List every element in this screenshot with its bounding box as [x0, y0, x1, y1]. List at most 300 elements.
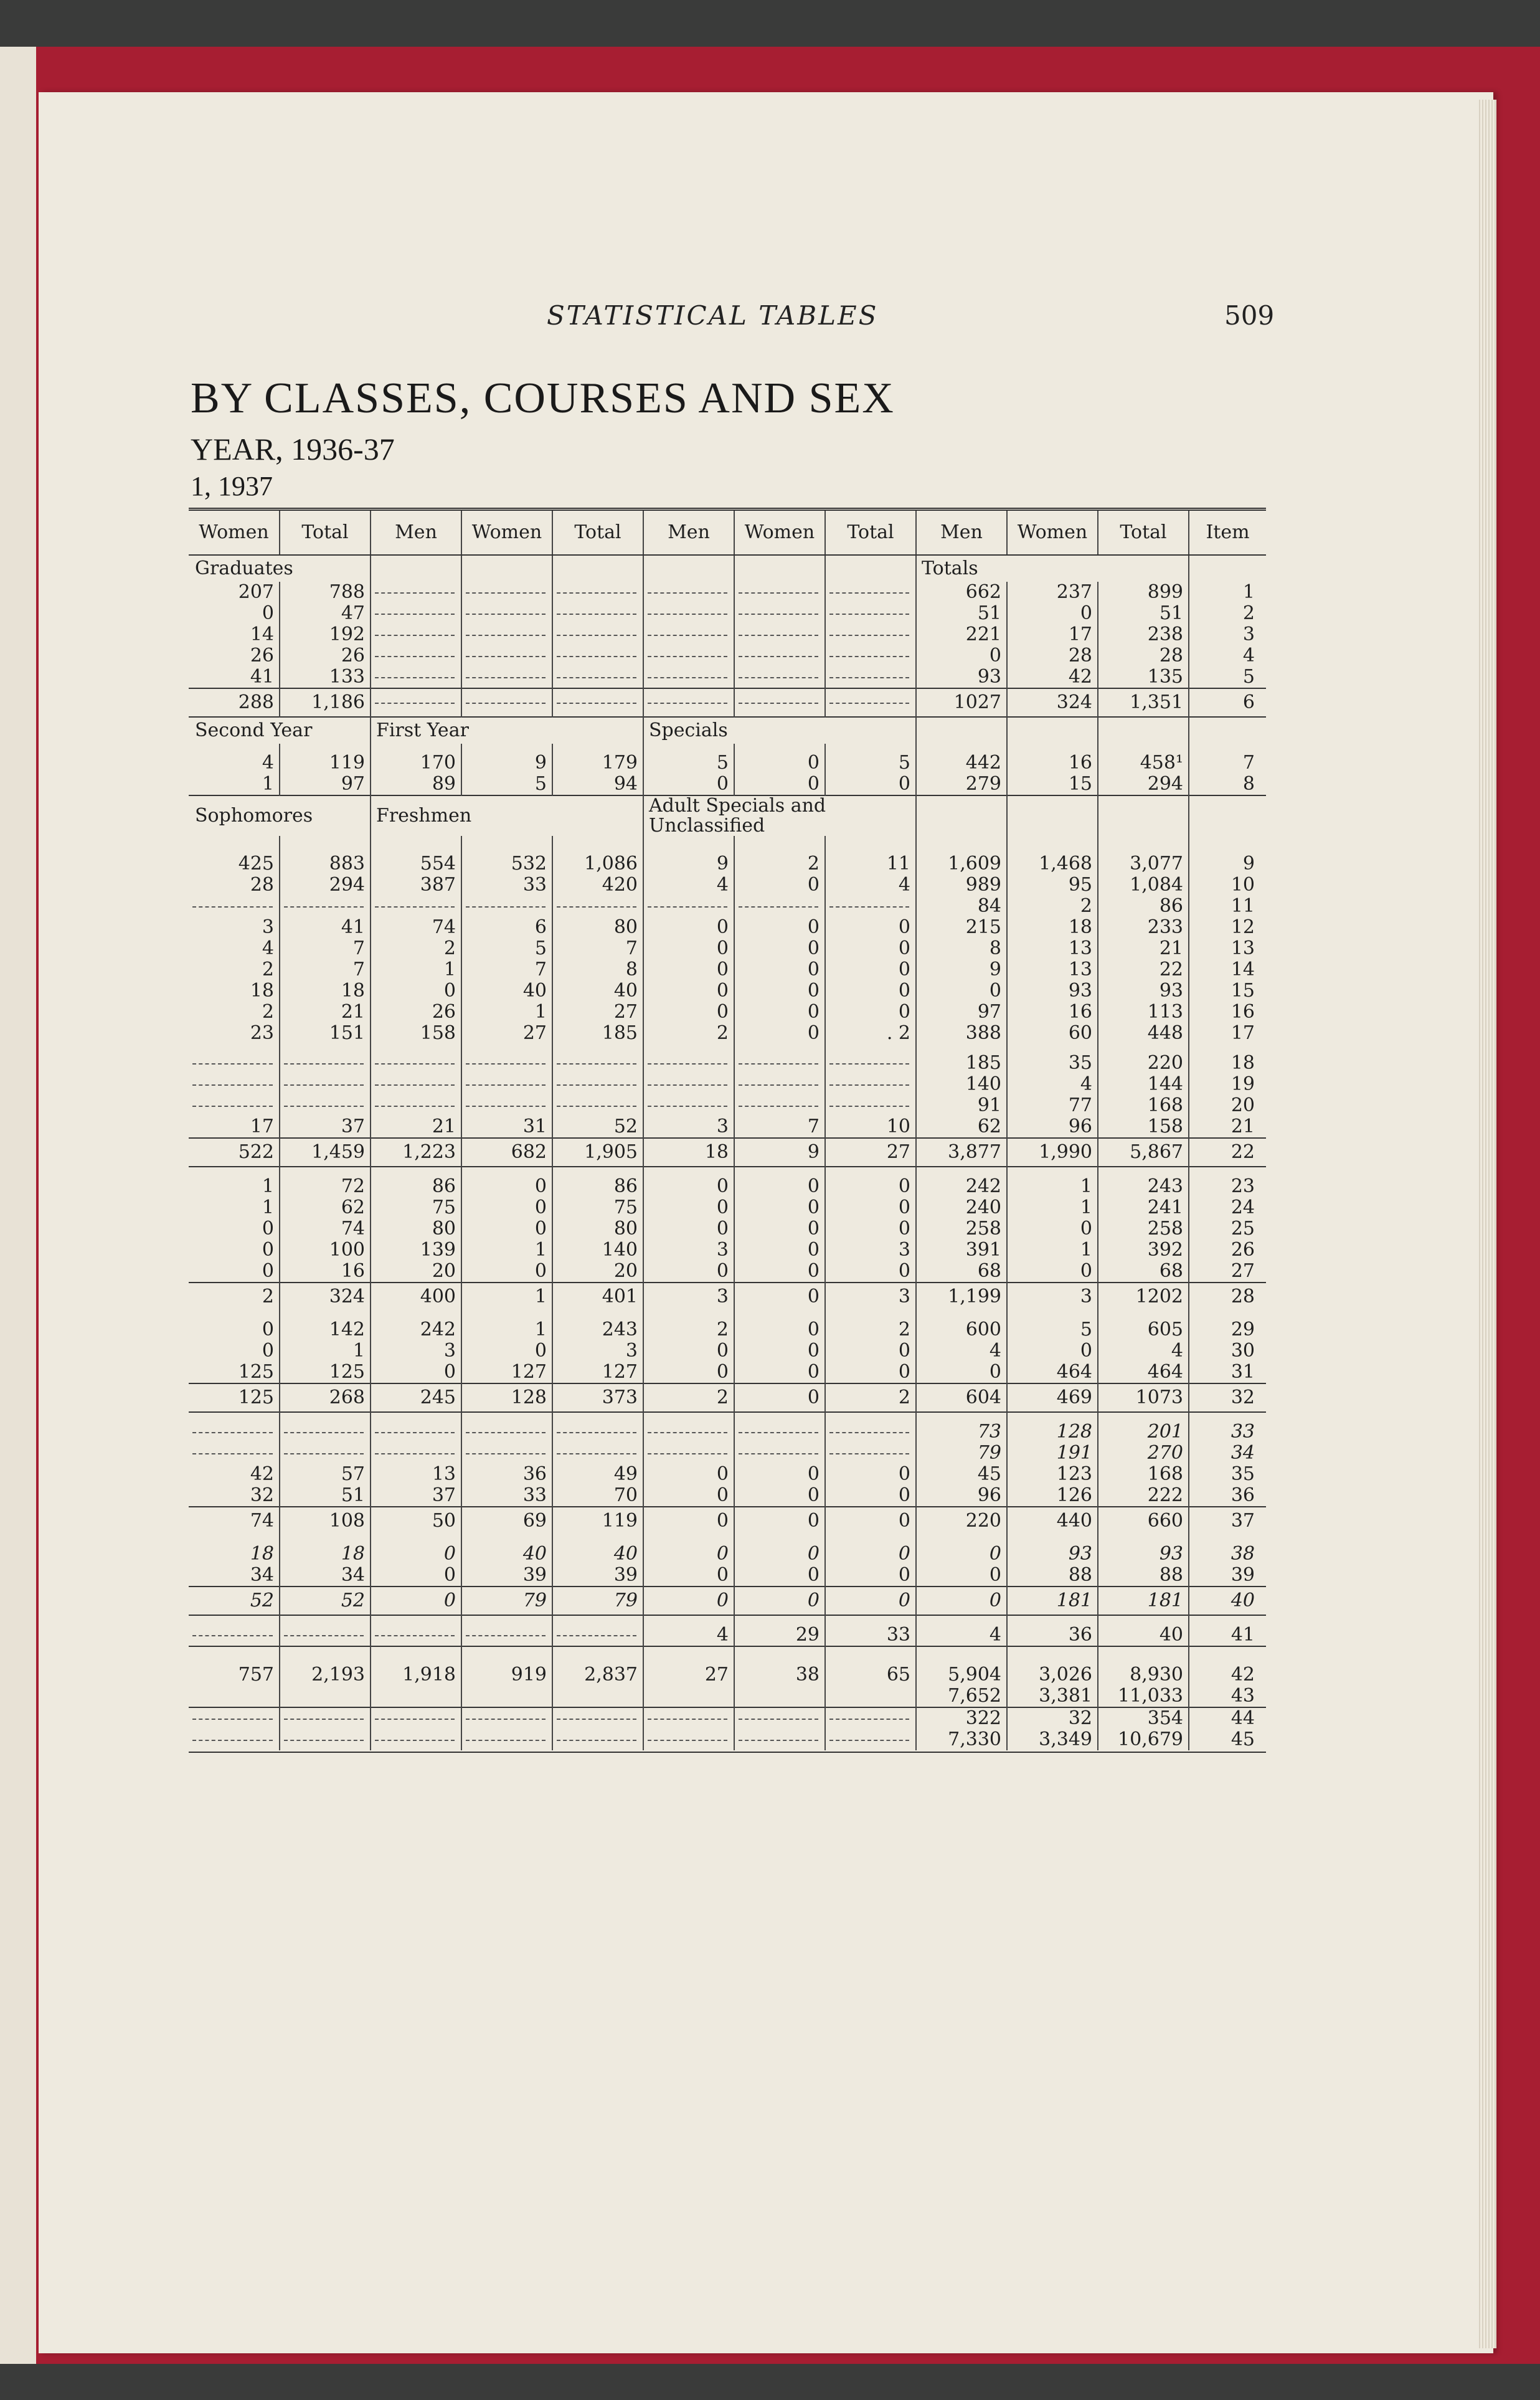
table-cell: 25	[1189, 1218, 1266, 1240]
table-cell: 220	[1098, 1053, 1189, 1074]
table-cell	[371, 1095, 461, 1116]
table-cell: 113	[1098, 1002, 1189, 1023]
table-cell: 2,837	[552, 1664, 643, 1686]
table-cell: 0	[371, 980, 461, 1002]
table-cell: 52	[280, 1587, 371, 1615]
table-cell	[643, 1729, 734, 1750]
table-cell: 0	[262, 1239, 274, 1261]
table-row	[189, 1421, 1266, 1443]
table-cell: 4	[916, 1340, 1007, 1362]
spacer-cell	[280, 1656, 371, 1664]
table-cell: 3	[825, 1240, 916, 1261]
spacer-cell	[916, 845, 1007, 853]
table-cell: 32	[250, 1484, 274, 1506]
table-cell: 125	[189, 1383, 280, 1412]
table-cell: 74	[280, 1218, 371, 1240]
page-stack-edge	[1479, 100, 1496, 2348]
spacer-cell	[189, 1412, 280, 1421]
table-cell	[734, 688, 825, 717]
table-cell: 0	[825, 980, 916, 1002]
table-cell: 96	[916, 1485, 1007, 1507]
table-row	[189, 1362, 1266, 1383]
table-cell: 28	[1007, 645, 1098, 666]
table-cell: 75	[371, 1197, 461, 1218]
table-cell: 0	[643, 774, 734, 795]
table-cell	[552, 1074, 643, 1095]
table-cell: 34	[1189, 1443, 1266, 1464]
table-cell	[643, 1095, 734, 1116]
table-cell: 5,904	[916, 1664, 1007, 1686]
spacer-cell	[1189, 1311, 1266, 1319]
table-cell: 18	[1189, 1053, 1266, 1074]
spacer-cell	[189, 836, 280, 845]
spacer-cell	[189, 845, 280, 853]
table-cell: 989	[916, 875, 1007, 896]
table-cell: 0	[825, 1565, 916, 1587]
spacer-row	[189, 1412, 1266, 1421]
table-cell: 0	[825, 1362, 916, 1383]
table-cell	[734, 582, 825, 603]
table-cell: 241	[1098, 1197, 1189, 1218]
table-cell: 14	[250, 624, 274, 645]
table-cell: 7,330	[916, 1729, 1007, 1750]
facing-page-edge	[0, 47, 36, 2364]
table-cell	[371, 1707, 461, 1729]
adult-specials-line-1: Adult Specials and	[649, 795, 826, 817]
table-cell	[280, 1421, 371, 1443]
table-cell: 27	[1189, 1261, 1266, 1283]
table-cell	[371, 1625, 461, 1646]
table-cell: 45	[1189, 1729, 1266, 1750]
table-cell: 27	[643, 1664, 734, 1686]
spacer-cell	[916, 1615, 1007, 1625]
table-cell: 28	[1098, 645, 1189, 666]
table-cell: 33	[825, 1625, 916, 1646]
spacer-cell	[461, 1412, 552, 1421]
table-cell: 0	[734, 875, 825, 896]
section-label: Sophomores	[189, 795, 371, 836]
table-row	[189, 1729, 1266, 1750]
spacer-cell	[1098, 1167, 1189, 1176]
table-cell: 0	[825, 1197, 916, 1218]
table-cell	[371, 1074, 461, 1095]
table-cell: 13	[1007, 938, 1098, 959]
spacer-cell	[461, 1535, 552, 1544]
table-cell: 73	[916, 1421, 1007, 1443]
table-cell: 0	[734, 959, 825, 980]
table-cell	[825, 688, 916, 717]
table-cell	[552, 1421, 643, 1443]
table-row	[189, 1544, 1266, 1565]
table-cell: 62	[280, 1197, 371, 1218]
table-cell: 2	[643, 1319, 734, 1340]
spacer-cell	[280, 1167, 371, 1176]
section-label: Graduates	[195, 557, 293, 579]
table-cell: 36	[1007, 1625, 1098, 1646]
table-cell: 133	[280, 666, 371, 688]
spacer-cell	[734, 836, 825, 845]
table-cell	[461, 1686, 552, 1707]
table-cell: 0	[734, 1362, 825, 1383]
table-cell: 119	[280, 752, 371, 774]
table-cell: 0	[825, 1544, 916, 1565]
spacer-cell	[1007, 1412, 1098, 1421]
table-cell: 144	[1098, 1074, 1189, 1095]
spacer-cell	[552, 1656, 643, 1664]
table-cell: 80	[552, 917, 643, 938]
spacer-cell	[461, 1615, 552, 1625]
spacer-cell	[643, 1412, 734, 1421]
table-cell	[461, 624, 552, 645]
table-cell: 34	[250, 1564, 274, 1586]
spacer-cell	[280, 1615, 371, 1625]
spacer-cell	[1189, 1167, 1266, 1176]
table-row	[189, 938, 1266, 959]
table-cell: 79	[461, 1587, 552, 1615]
table-cell: 2	[734, 853, 825, 875]
table-cell	[825, 1686, 916, 1707]
table-cell: 0	[643, 1340, 734, 1362]
table-cell: 7	[734, 1116, 825, 1138]
section-label: Freshmen	[371, 795, 643, 836]
table-cell: 4	[1189, 645, 1266, 666]
table-cell	[371, 1053, 461, 1074]
table-cell	[734, 1095, 825, 1116]
table-cell: 788	[280, 582, 371, 603]
table-cell: 1	[262, 773, 274, 795]
table-cell: 3,026	[1007, 1664, 1098, 1686]
table-cell: 1,990	[1007, 1138, 1098, 1167]
table-cell: 15	[1189, 980, 1266, 1002]
table-cell: 93	[1007, 1544, 1098, 1565]
spacer-cell	[825, 836, 916, 845]
table-cell: 40	[1098, 1625, 1189, 1646]
spacer-cell	[916, 744, 1007, 752]
table-cell	[825, 624, 916, 645]
spacer-cell	[643, 1167, 734, 1176]
table-cell	[189, 1625, 280, 1646]
table-cell	[643, 603, 734, 624]
table-cell: 68	[916, 1261, 1007, 1283]
spacer-cell	[916, 836, 1007, 845]
statistics-table	[189, 508, 1266, 1750]
table-cell: 0	[734, 1507, 825, 1535]
table-cell	[643, 624, 734, 645]
table-row	[189, 1261, 1266, 1283]
table-cell: 18	[280, 980, 371, 1002]
empty-cell	[916, 795, 1007, 836]
table-cell: 135	[1098, 666, 1189, 688]
table-cell	[734, 603, 825, 624]
spacer-cell	[371, 744, 461, 752]
spacer-cell	[825, 1535, 916, 1544]
table-cell: 51	[1098, 603, 1189, 624]
table-cell	[552, 688, 643, 717]
spacer-row	[189, 1167, 1266, 1176]
table-row	[189, 1218, 1266, 1240]
spacer-cell	[916, 1412, 1007, 1421]
spacer-cell	[461, 836, 552, 845]
table-cell	[552, 1095, 643, 1116]
table-cell	[825, 645, 916, 666]
table-row	[189, 853, 1266, 875]
table-cell	[552, 624, 643, 645]
table-cell	[461, 1625, 552, 1646]
table-cell: 0	[643, 938, 734, 959]
table-row	[189, 875, 1266, 896]
table-cell	[461, 666, 552, 688]
table-cell	[734, 645, 825, 666]
table-cell: 238	[1098, 624, 1189, 645]
table-cell: 51	[916, 603, 1007, 624]
spacer-cell	[1189, 1044, 1266, 1053]
table-cell: 0	[1007, 1218, 1098, 1240]
table-cell: 1,223	[371, 1138, 461, 1167]
table-cell	[189, 1686, 280, 1707]
empty-cell	[916, 717, 1007, 744]
table-cell: 3	[552, 1340, 643, 1362]
table-cell: 77	[1007, 1095, 1098, 1116]
table-cell	[280, 1707, 371, 1729]
empty-cell	[1098, 717, 1189, 744]
table-cell	[461, 896, 552, 917]
table-cell: 27	[552, 1002, 643, 1023]
spacer-cell	[1189, 836, 1266, 845]
table-row	[189, 1707, 1266, 1729]
table-cell	[189, 1707, 280, 1729]
table-cell: 68	[1098, 1261, 1189, 1283]
table-cell: 94	[552, 774, 643, 795]
table-cell	[734, 666, 825, 688]
table-cell: 181	[1098, 1587, 1189, 1615]
table-cell: 75	[552, 1197, 643, 1218]
empty-cell	[461, 555, 552, 582]
spacer-cell	[825, 1412, 916, 1421]
spacer-cell	[734, 1167, 825, 1176]
table-cell: 221	[916, 624, 1007, 645]
spacer-cell	[280, 1412, 371, 1421]
spacer-cell	[1007, 1044, 1098, 1053]
spacer-cell	[461, 1167, 552, 1176]
table-cell: 39	[1189, 1565, 1266, 1587]
spacer-cell	[916, 1044, 1007, 1053]
table-cell: 10	[825, 1116, 916, 1138]
table-cell: 2	[825, 1319, 916, 1340]
table-cell: 3,349	[1007, 1729, 1098, 1750]
spacer-cell	[189, 1615, 280, 1625]
table-cell: 0	[734, 1587, 825, 1615]
section-label: First Year	[371, 717, 643, 744]
spacer-cell	[552, 1044, 643, 1053]
spacer-cell	[461, 1311, 552, 1319]
section-label: Totals	[916, 555, 1189, 582]
table-cell: 168	[1098, 1095, 1189, 1116]
table-cell	[643, 582, 734, 603]
spacer-cell	[461, 1044, 552, 1053]
table-cell: 270	[1098, 1443, 1189, 1464]
table-cell: 0	[734, 1218, 825, 1240]
table-cell: 0	[825, 1176, 916, 1197]
table-cell: 0	[262, 1319, 274, 1340]
spacer-cell	[1189, 1656, 1266, 1664]
table-cell	[552, 1443, 643, 1464]
table-row	[189, 1464, 1266, 1485]
table-cell: 7	[1189, 752, 1266, 774]
table-cell	[189, 1053, 280, 1074]
table-row	[189, 959, 1266, 980]
spacer-row	[189, 836, 1266, 845]
table-cell: 0	[734, 1464, 825, 1485]
table-cell	[552, 1625, 643, 1646]
table-row	[189, 688, 1266, 717]
table-cell: 26	[280, 645, 371, 666]
table-row	[189, 1565, 1266, 1587]
spacer-cell	[734, 1646, 825, 1656]
table-cell: 14	[1189, 959, 1266, 980]
spacer-cell	[734, 1412, 825, 1421]
spacer-cell	[1098, 845, 1189, 853]
table-cell: 93	[1098, 1544, 1189, 1565]
table-cell: 86	[552, 1176, 643, 1197]
spacer-cell	[825, 1044, 916, 1053]
spacer-cell	[552, 744, 643, 752]
spacer-cell	[189, 1167, 280, 1176]
table-cell: 95	[1007, 875, 1098, 896]
table-cell: 37	[1189, 1507, 1266, 1535]
table-cell	[371, 1686, 461, 1707]
empty-cell	[552, 555, 643, 582]
table-cell: 2	[1007, 896, 1098, 917]
table-cell	[371, 1443, 461, 1464]
spacer-cell	[1098, 1656, 1189, 1664]
table-cell: 97	[280, 774, 371, 795]
spacer-cell	[1007, 1311, 1098, 1319]
table-cell: 0	[916, 645, 1007, 666]
table-cell: 3	[825, 1283, 916, 1311]
spacer-cell	[1007, 1646, 1098, 1656]
table-cell	[643, 1443, 734, 1464]
spacer-cell	[825, 744, 916, 752]
table-cell: 41	[1189, 1625, 1266, 1646]
table-cell	[371, 1421, 461, 1443]
table-cell: 100	[280, 1240, 371, 1261]
table-cell: 532	[461, 853, 552, 875]
table-cell: 1	[461, 1319, 552, 1340]
table-cell: 80	[552, 1218, 643, 1240]
table-cell: 16	[1007, 1002, 1098, 1023]
table-cell	[189, 896, 280, 917]
table-cell: 4	[825, 875, 916, 896]
spacer-cell	[552, 1167, 643, 1176]
table-cell: 0	[734, 1319, 825, 1340]
table-cell: 140	[916, 1074, 1007, 1095]
table-cell: 288	[189, 688, 280, 717]
table-cell: 0	[734, 1002, 825, 1023]
table-cell: 8	[1189, 774, 1266, 795]
table-cell: 9	[643, 853, 734, 875]
table-cell: 222	[1098, 1485, 1189, 1507]
column-header: Women	[189, 510, 280, 556]
table-cell: 125	[238, 1361, 274, 1383]
table-cell: 7	[552, 938, 643, 959]
table-cell: 185	[916, 1053, 1007, 1074]
table-row	[189, 1095, 1266, 1116]
table-cell: 400	[371, 1283, 461, 1311]
table-cell: 20	[552, 1261, 643, 1283]
table-cell: 0	[643, 959, 734, 980]
table-cell	[825, 1095, 916, 1116]
table-row	[189, 1485, 1266, 1507]
table-cell: 2	[643, 1383, 734, 1412]
table-cell: 142	[280, 1319, 371, 1340]
table-cell: 0	[825, 1340, 916, 1362]
table-cell: 0	[916, 980, 1007, 1002]
table-cell: 35	[1007, 1053, 1098, 1074]
spacer-cell	[371, 845, 461, 853]
table-cell	[825, 666, 916, 688]
table-cell	[189, 1421, 280, 1443]
table-cell: 51	[280, 1485, 371, 1507]
table-cell	[734, 1729, 825, 1750]
table-cell: 0	[734, 1565, 825, 1587]
table-cell	[552, 1053, 643, 1074]
empty-cell	[1007, 717, 1098, 744]
section-label: Second Year	[189, 717, 371, 744]
table-cell: 89	[371, 774, 461, 795]
empty-cell	[825, 555, 916, 582]
table-cell: 127	[552, 1362, 643, 1383]
table-cell: 0	[643, 1587, 734, 1615]
table-cell: 22	[1189, 1138, 1266, 1167]
table-cell: 8	[552, 959, 643, 980]
spacer-cell	[1098, 1615, 1189, 1625]
table-cell: 139	[371, 1240, 461, 1261]
table-cell: 220	[916, 1507, 1007, 1535]
table-cell: 0	[371, 1362, 461, 1383]
empty-cell	[371, 555, 461, 582]
table-cell	[825, 1707, 916, 1729]
table-cell	[371, 582, 461, 603]
table-cell	[371, 603, 461, 624]
table-cell: 13	[371, 1464, 461, 1485]
table-cell: 40	[552, 1544, 643, 1565]
table-cell: 93	[1098, 980, 1189, 1002]
table-cell: 12	[1189, 917, 1266, 938]
table-cell	[643, 666, 734, 688]
table-cell	[189, 1095, 280, 1116]
table-cell: 373	[552, 1383, 643, 1412]
spacer-cell	[825, 1615, 916, 1625]
table-cell: 42	[250, 1463, 274, 1485]
table-cell: 20	[371, 1261, 461, 1283]
table-cell: 0	[825, 959, 916, 980]
table-cell: 86	[371, 1176, 461, 1197]
table-cell: 128	[1007, 1421, 1098, 1443]
table-cell: 65	[825, 1664, 916, 1686]
table-cell: 86	[1098, 896, 1189, 917]
empty-cell	[1007, 795, 1098, 836]
table-cell	[643, 1686, 734, 1707]
table-cell: 240	[916, 1197, 1007, 1218]
table-cell: 425	[238, 853, 274, 875]
table-cell	[734, 1686, 825, 1707]
table-cell: 0	[734, 1197, 825, 1218]
page-number: 509	[1224, 300, 1275, 331]
table-cell: 662	[916, 582, 1007, 603]
table-cell	[643, 688, 734, 717]
table-cell: 18	[250, 980, 274, 1002]
table-cell: 0	[734, 1485, 825, 1507]
